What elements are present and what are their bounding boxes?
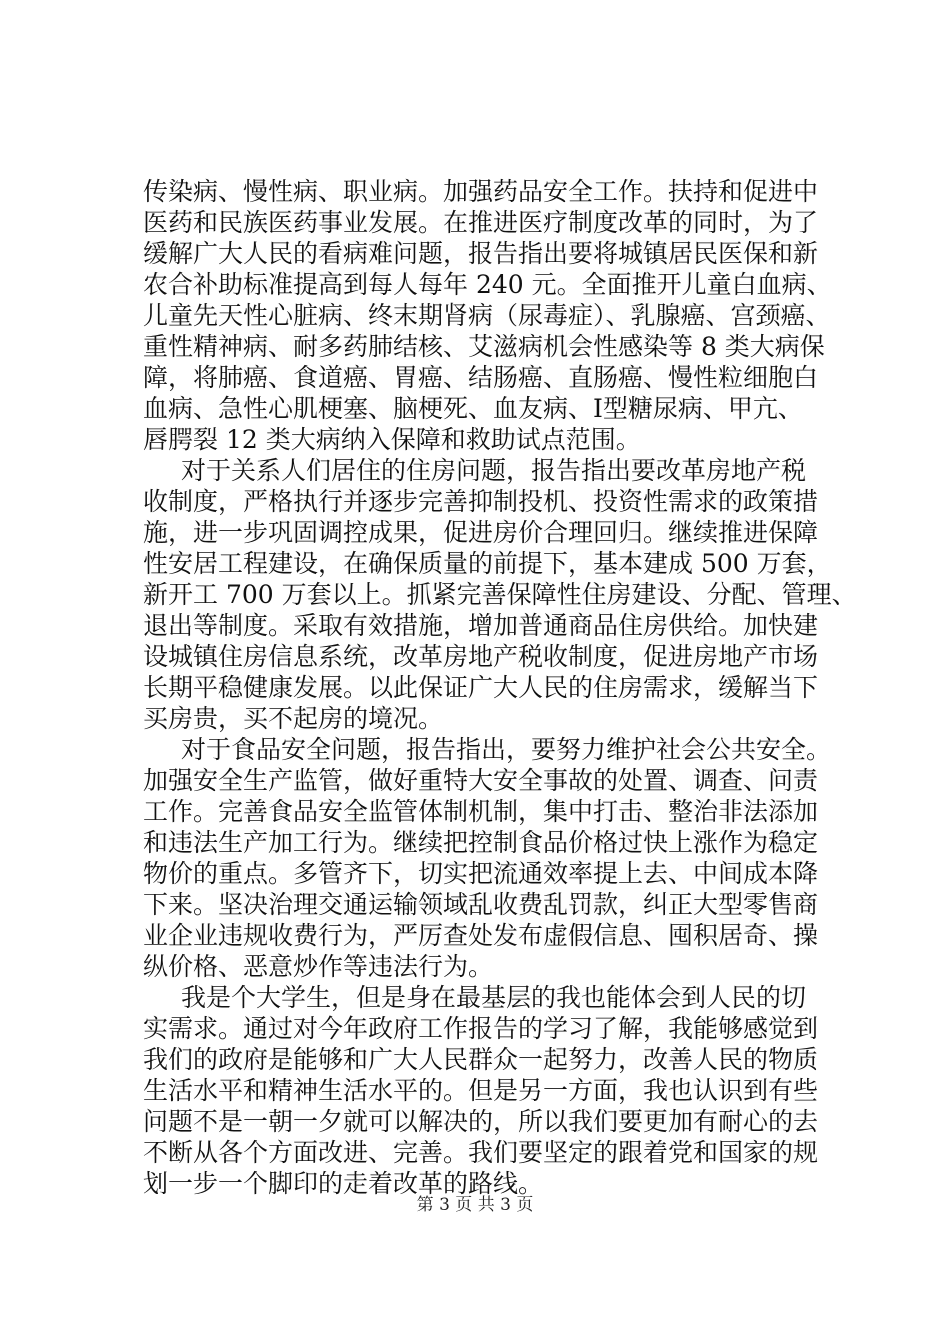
text-line: 我们的政府是能够和广大人民群众一起努力，改善人民的物质 bbox=[143, 1045, 819, 1074]
paragraph-start-line: 对于关系人们居住的住房问题，报告指出要改革房地产税 bbox=[181, 456, 807, 485]
text-line: 和违法生产加工行为。继续把控制食品价格过快上涨作为稳定 bbox=[143, 828, 819, 857]
text-line: 加强安全生产监管，做好重特大安全事故的处置、调查、问责 bbox=[143, 766, 819, 795]
text-line: 划一步一个脚印的走着改革的路线。 bbox=[143, 1169, 544, 1198]
text-line: 实需求。通过对今年政府工作报告的学习了解，我能够感觉到 bbox=[143, 1014, 819, 1043]
text-line: 重性精神病、耐多药肺结核、艾滋病机会性感染等 8 类大病保 bbox=[143, 332, 825, 361]
text-line: 问题不是一朝一夕就可以解决的，所以我们要更加有耐心的去 bbox=[143, 1107, 819, 1136]
text-line: 长期平稳健康发展。以此保证广大人民的住房需求，缓解当下 bbox=[143, 673, 819, 702]
text-line: 新开工 700 万套以上。抓紧完善保障性住房建设、分配、管理、 bbox=[143, 580, 857, 609]
text-line: 退出等制度。采取有效措施，增加普通商品住房供给。加快建 bbox=[143, 611, 819, 640]
text-line: 纵价格、恶意炒作等违法行为。 bbox=[143, 952, 494, 981]
paragraph-start-line: 对于食品安全问题，报告指出，要努力维护社会公共安全。 bbox=[181, 735, 832, 764]
text-line: 收制度，严格执行并逐步完善抑制投机、投资性需求的政策措 bbox=[143, 487, 819, 516]
text-line: 下来。坚决治理交通运输领域乱收费乱罚款，纠正大型零售商 bbox=[143, 890, 819, 919]
text-line: 业企业违规收费行为，严厉查处发布虚假信息、囤积居奇、操 bbox=[143, 921, 819, 950]
text-line: 买房贵，买不起房的境况。 bbox=[143, 704, 444, 733]
body-text bbox=[143, 176, 863, 1199]
text-line: 不断从各个方面改进、完善。我们要坚定的跟着党和国家的规 bbox=[143, 1138, 819, 1167]
text-line: 农合补助标准提高到每人每年 240 元。全面推开儿童白血病、 bbox=[143, 270, 832, 299]
text-line: 传染病、慢性病、职业病。加强药品安全工作。扶持和促进中 bbox=[143, 177, 819, 206]
text-line: 唇腭裂 12 类大病纳入保障和救助试点范围。 bbox=[143, 425, 641, 454]
text-line: 儿童先天性心脏病、终末期肾病（尿毒症）、乳腺癌、宫颈癌、 bbox=[143, 301, 831, 330]
text-line: 施，进一步巩固调控成果，促进房价合理回归。继续推进保障 bbox=[143, 518, 819, 547]
page-footer: 第 3 页 共 3 页 bbox=[416, 1195, 534, 1215]
text-line: 医药和民族医药事业发展。在推进医疗制度改革的同时，为了 bbox=[143, 208, 819, 237]
paragraph-start-line: 我是个大学生，但是身在最基层的我也能体会到人民的切 bbox=[181, 983, 807, 1012]
text-line: 障，将肺癌、食道癌、胃癌、结肠癌、直肠癌、慢性粒细胞白 bbox=[143, 363, 819, 392]
text-line: 设城镇住房信息系统，改革房地产税收制度，促进房地产市场 bbox=[143, 642, 819, 671]
text-line: 物价的重点。多管齐下，切实把流通效率提上去、中间成本降 bbox=[143, 859, 819, 888]
text-line: 生活水平和精神生活水平的。但是另一方面，我也认识到有些 bbox=[143, 1076, 819, 1105]
text-line: 缓解广大人民的看病难问题，报告指出要将城镇居民医保和新 bbox=[143, 239, 819, 268]
text-line: 性安居工程建设，在确保质量的前提下，基本建成 500 万套， bbox=[143, 549, 832, 578]
text-line: 血病、急性心肌梗塞、脑梗死、血友病、Ⅰ型糖尿病、甲亢、 bbox=[143, 394, 803, 423]
text-line: 工作。完善食品安全监管体制机制，集中打击、整治非法添加 bbox=[143, 797, 819, 826]
